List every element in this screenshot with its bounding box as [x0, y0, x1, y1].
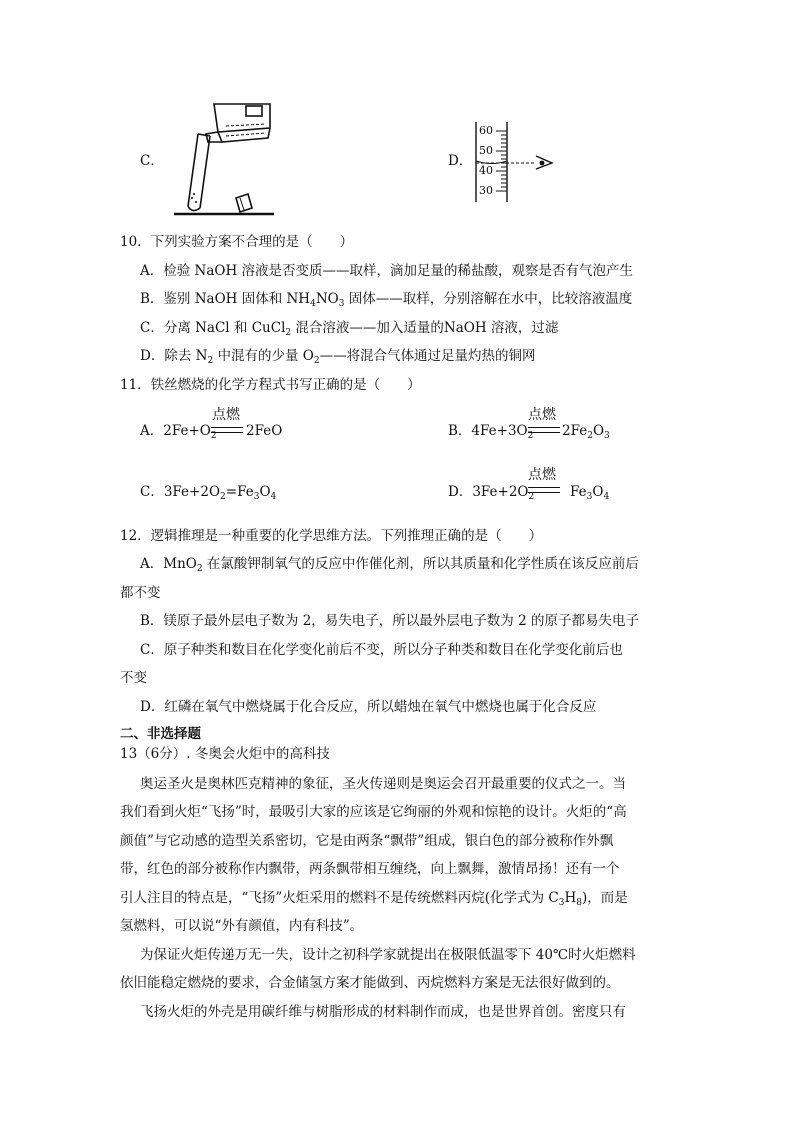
- passage-p3-line1: 飞扬火炬的外壳是用碳纤维与树脂形成的材料制作而成，也是世界首创。密度只有: [140, 1004, 626, 1020]
- passage-p1-line3: 颜值”与它动感的造型关系密切，它是由两条“飘带”组成，银白色的部分被称作外飘: [120, 833, 614, 849]
- q11-option-c: C．$3Fe+2O_2=Fe_3O_4$: [140, 484, 277, 502]
- q11-b-product: $2Fe_2O_3$: [562, 423, 610, 441]
- q13-title: 13（6分）. 冬奥会火炬中的高科技: [120, 746, 330, 762]
- q10-option-c: C．分离 NaCl 和 CuCl$_2$ 混合溶液——加入适量的NaOH 溶液，过滤: [140, 320, 559, 338]
- passage-p1-line6: 氢燃料，可以说“外有颜值，内有科技”。: [120, 918, 364, 934]
- q11-d-condition: 点燃: [528, 467, 556, 483]
- q12-option-c-cont: 不变: [120, 670, 147, 686]
- option-c-label: C．: [140, 153, 164, 169]
- q11-a-condition: 点燃: [212, 407, 240, 423]
- q12-option-d: D．红磷在氧气中燃烧属于化合反应，所以蜡烛在氧气中燃烧也属于化合反应: [140, 699, 597, 715]
- q10-option-d: D．除去 $N_2$ 中混有的少量 $O_2——$将混合气体通过足量灼热的铜网: [140, 348, 536, 366]
- passage-p2-line2: 依旧能稳定燃烧的要求，合金储氢方案才能做到、丙烷燃料方案是无法很好做到的。: [120, 975, 620, 991]
- q11-option-b: B．$4Fe+3O_2$: [448, 423, 534, 441]
- pouring-liquid-figure: [170, 98, 280, 218]
- section-heading: 二、非选择题: [120, 726, 201, 742]
- q10-option-b: B．鉴别 NaOH 固体和 $NH_4NO_3$ 固体——取样，分别溶解在水中，比较溶液温度: [140, 291, 633, 309]
- q11-b-equals: [528, 427, 560, 433]
- q11-option-d: D．$3Fe+2O_2$: [448, 484, 535, 502]
- q10-option-a: A．检验 NaOH 溶液是否变质——取样，滴加足量的稀盐酸，观察是否有气泡产生: [140, 263, 634, 279]
- q11-a-equals: [211, 427, 243, 433]
- q11-option-a: A．$2Fe+O_2$: [140, 423, 217, 441]
- passage-p1-line5: 引人注目的特点是，“飞扬”火炬采用的燃料不是传统燃料丙烷(化学式为 $C_3H_8$)，而是: [120, 890, 628, 908]
- q11-d-product: $Fe_3O_4$: [570, 484, 610, 502]
- option-d-label: D．: [448, 153, 473, 169]
- q12-option-a: A．MnO$_2$ 在氯酸钾制氧气的反应中作催化剂，所以其质量和化学性质在该反应前后: [140, 556, 639, 574]
- cylinder-tick-40: 40: [479, 164, 493, 177]
- q11-d-equals: [528, 487, 560, 493]
- q10-stem: 10．下列实验方案不合理的是（ ）: [120, 234, 354, 250]
- passage-p1-line2: 我们看到火炬“飞扬”时，最吸引大家的应该是它绚丽的外观和惊艳的设计。火炬的“高: [120, 804, 627, 820]
- passage-p1-line4: 带，红色的部分被称作内飘带，两条飘带相互缠绕，向上飘舞，激情昂扬！还有一个: [120, 861, 620, 877]
- q11-stem: 11．铁丝燃烧的化学方程式书写正确的是（ ）: [120, 377, 421, 393]
- q12-option-a-cont: 都不变: [120, 585, 161, 601]
- passage-p2-line1: 为保证火炬传递万无一失，设计之初科学家就提出在极限低温零下 40℃时火炬燃料: [140, 947, 636, 963]
- q11-b-condition: 点燃: [528, 407, 556, 423]
- cylinder-tick-50: 50: [479, 144, 493, 157]
- q11-a-product: 2FeO: [246, 423, 283, 439]
- q12-option-b: B．镁原子最外层电子数为 2，易失电子，所以最外层电子数为 2 的原子都易失电子: [140, 613, 639, 629]
- cylinder-tick-60: 60: [479, 124, 493, 137]
- q12-stem: 12．逻辑推理是一种重要的化学思维方法。下列推理正确的是（ ）: [120, 528, 543, 544]
- passage-p1-line1: 奥运圣火是奥林匹克精神的象征，圣火传递则是奥运会召开最重要的仪式之一。当: [140, 776, 626, 792]
- q12-option-c: C．原子种类和数目在化学变化前后不变，所以分子种类和数目在化学变化前后也: [140, 642, 623, 658]
- cylinder-tick-30: 30: [479, 184, 493, 197]
